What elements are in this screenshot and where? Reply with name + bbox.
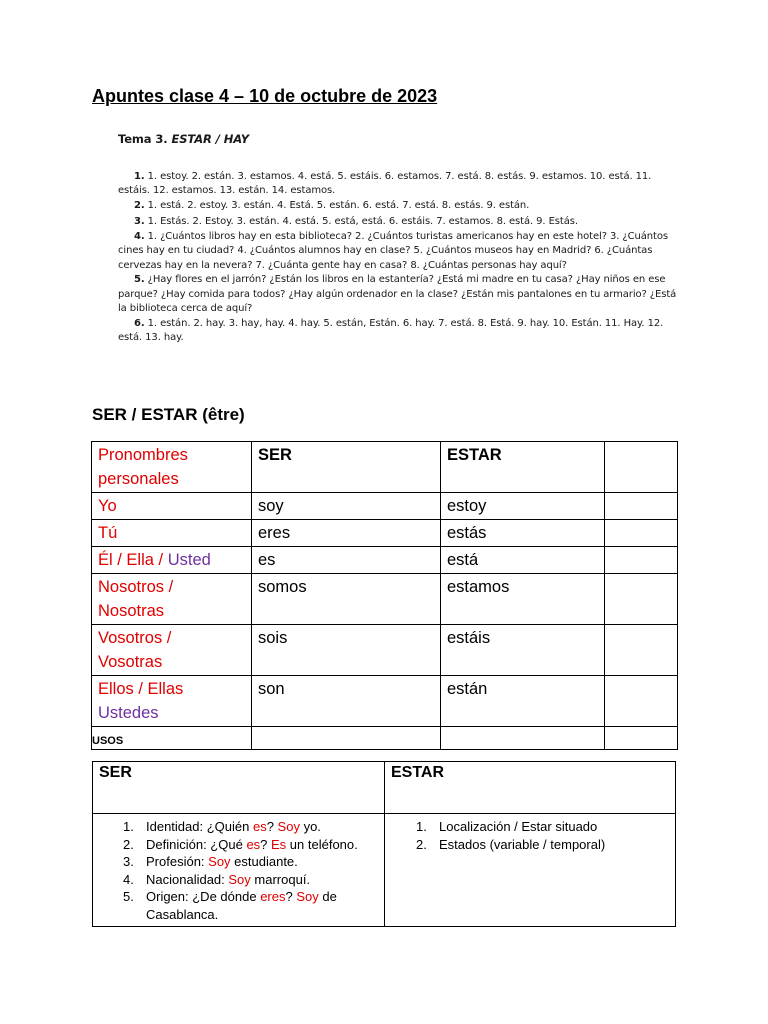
ser-uses-cell bbox=[93, 814, 385, 927]
estar-cell: estoy bbox=[441, 493, 605, 520]
list-item: 2. Estados (variable / temporal) bbox=[416, 836, 606, 852]
empty-cell bbox=[605, 625, 678, 676]
answer-text: 1. está. 2. estoy. 3. están. 4. Está. 5. están. 6. está. 7. está. 8. estás. 9. están. bbox=[147, 199, 530, 211]
ser-cell: soy bbox=[252, 493, 441, 520]
estar-cell: está bbox=[441, 547, 605, 574]
document-title: Apuntes clase 4 – 10 de octubre de 2023 bbox=[92, 86, 438, 106]
answer-item bbox=[102, 230, 680, 274]
answer-item bbox=[102, 215, 680, 230]
answer-text: 1. están. 2. hay. 3. hay, hay. 4. hay. 5. están, Están. 6. hay. 7. está. 8. Está. 9. hay. 10. Están. 11. Hay. 12. está. 13. hay. bbox=[118, 317, 664, 343]
uses-header-row bbox=[93, 762, 676, 814]
empty-cell bbox=[605, 574, 678, 625]
pronoun-cell: Ellos / Ellas Ustedes bbox=[92, 676, 252, 727]
estar-header: ESTAR bbox=[441, 442, 605, 493]
answer-number: 6. bbox=[134, 317, 145, 329]
empty-cell bbox=[605, 493, 678, 520]
pronoun-cell: Yo bbox=[92, 493, 252, 520]
pronoun-cell: Nosotros / Nosotras bbox=[92, 574, 252, 625]
empty-cell bbox=[605, 727, 678, 750]
answer-number: 4. bbox=[134, 230, 145, 242]
empty-cell bbox=[441, 727, 605, 750]
list-item: 1. Localización / Estar situado bbox=[416, 819, 598, 834]
ser-header: SER bbox=[252, 442, 441, 493]
estar-uses-cell bbox=[385, 814, 676, 927]
ser-cell: son bbox=[252, 676, 441, 727]
list-item: 5. Origen: ¿De dónde eres? Soy de Casablanca. bbox=[123, 889, 337, 922]
estar-cell: estáis bbox=[441, 625, 605, 676]
list-item: 3. Profesión: Soy estudiante. bbox=[123, 854, 298, 869]
estar-cell: están bbox=[441, 676, 605, 727]
table-row bbox=[92, 625, 678, 676]
answer-item bbox=[102, 170, 680, 199]
answer-text: 1. Estás. 2. Estoy. 3. están. 4. está. 5. está, está. 6. estáis. 7. estamos. 8. está. 9. Estás. bbox=[147, 216, 578, 227]
pronouns-header: Pronombres personales bbox=[92, 442, 252, 493]
answer-text: 1. ¿Cuántos libros hay en esta biblioteca? 2. ¿Cuántos turistas americanos hay en este hotel? 3. ¿Cuántos cines hay en tu ciudad? 4. ¿Cuántos alumnos hay en clase? 5. ¿Cuántos museos hay en Madrid? 6. ¿Cuántas cervezas hay en la nevera? 7. ¿Cuánta gente hay en casa? 8. ¿Cuántas personas hay aquí? bbox=[118, 230, 668, 271]
tema-topic: ESTAR / HAY bbox=[171, 132, 249, 146]
answer-number: 1. bbox=[134, 170, 145, 182]
answer-number: 5. bbox=[134, 274, 145, 285]
table-row bbox=[92, 493, 678, 520]
answer-item bbox=[102, 317, 680, 346]
empty-cell bbox=[605, 520, 678, 547]
uses-table bbox=[92, 761, 676, 927]
ser-cell: somos bbox=[252, 574, 441, 625]
table-row bbox=[92, 727, 678, 750]
answer-item bbox=[102, 273, 680, 317]
tema-prefix: Tema 3. bbox=[118, 132, 172, 146]
ser-cell: sois bbox=[252, 625, 441, 676]
tema-heading bbox=[118, 132, 680, 147]
list-item: 2. Definición: ¿Qué es? Es un teléfono. bbox=[123, 836, 358, 852]
empty-cell bbox=[605, 547, 678, 574]
table-row bbox=[92, 574, 678, 625]
estar-uses-header: ESTAR bbox=[385, 762, 676, 814]
ser-cell: eres bbox=[252, 520, 441, 547]
ser-uses-header: SER bbox=[93, 762, 385, 814]
empty-cell bbox=[252, 727, 441, 750]
pronoun-cell: Vosotros / Vosotras bbox=[92, 625, 252, 676]
uses-list-row bbox=[93, 814, 676, 927]
estar-uses-list bbox=[385, 814, 675, 853]
table-row bbox=[92, 520, 678, 547]
estar-cell: estás bbox=[441, 520, 605, 547]
pronoun-cell: Él / Ella / Usted bbox=[92, 547, 252, 574]
pronoun-cell: Tú bbox=[92, 520, 252, 547]
estar-cell: estamos bbox=[441, 574, 605, 625]
empty-cell bbox=[605, 442, 678, 493]
list-item: 4. Nacionalidad: Soy marroquí. bbox=[123, 871, 311, 887]
scanned-exercise-answers bbox=[118, 132, 680, 346]
usos-label: USOS bbox=[92, 735, 124, 747]
ser-uses-list bbox=[93, 814, 384, 923]
table-row bbox=[92, 547, 678, 574]
ser-cell: es bbox=[252, 547, 441, 574]
empty-cell bbox=[605, 676, 678, 727]
answer-number: 2. bbox=[134, 199, 145, 211]
answer-text: 1. estoy. 2. están. 3. estamos. 4. está. 5. estáis. 6. estamos. 7. está. 8. estás. 9. estamos. 10. está. 11. estáis. 12. estamos. 13. están. 14. estamos. bbox=[118, 170, 652, 196]
answer-number: 3. bbox=[134, 216, 145, 227]
conjugation-table bbox=[91, 441, 678, 750]
table-header-row bbox=[92, 442, 678, 493]
list-item: 1. Identidad: ¿Quién es? Soy yo. bbox=[123, 819, 321, 834]
answer-item bbox=[102, 199, 680, 214]
section-title: SER / ESTAR (être) bbox=[92, 405, 245, 424]
answer-text: ¿Hay flores en el jarrón? ¿Están los libros en la estantería? ¿Está mi madre en tu casa? ¿Hay niños en ese parque? ¿Hay comida para todos? ¿Hay algún ordenador en la clase? ¿Están mis pantalones en tu armario? ¿Está la biblioteca cerca de aquí? bbox=[118, 274, 677, 314]
table-row bbox=[92, 676, 678, 727]
